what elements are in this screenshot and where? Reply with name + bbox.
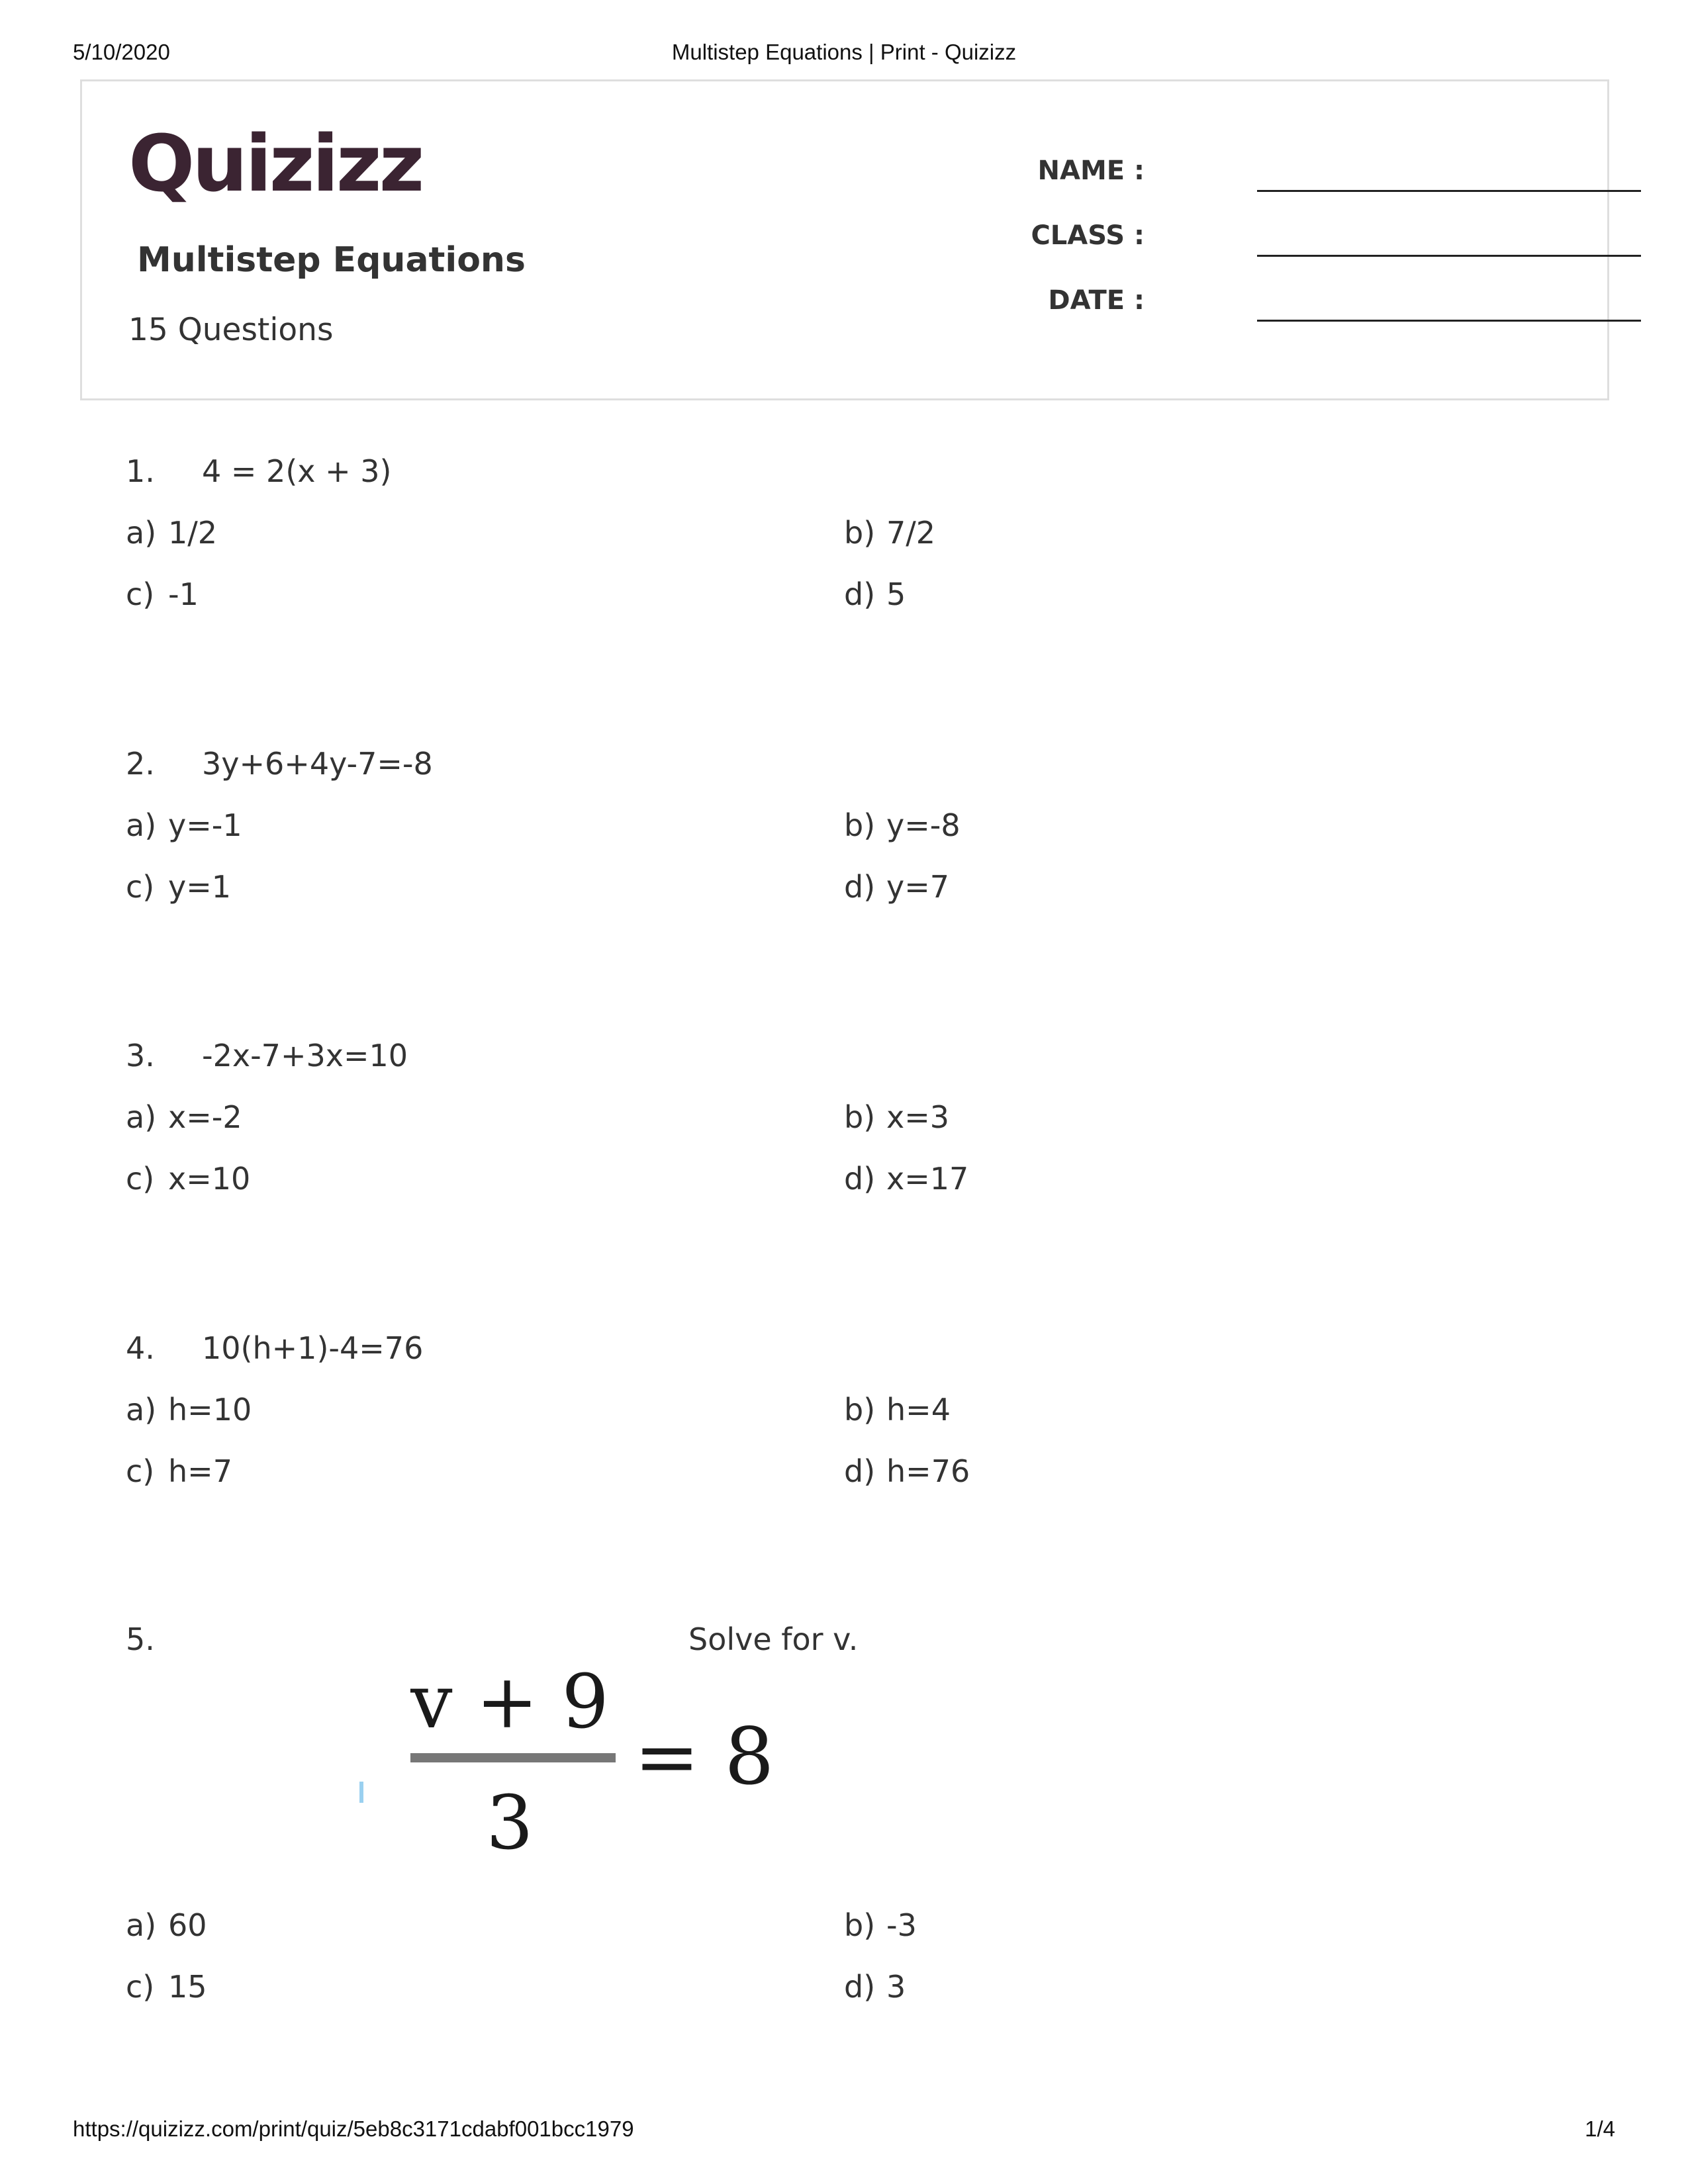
option-a [126, 807, 242, 843]
question-number: 3. [126, 1038, 155, 1073]
name-field[interactable] [1009, 156, 1538, 195]
fraction-bar [410, 1753, 616, 1762]
equation-denominator: 3 [486, 1780, 534, 1856]
option-letter: d) [844, 1969, 876, 2005]
question-2 [126, 746, 1595, 918]
date-label: DATE : [1048, 285, 1145, 316]
option-c [126, 1453, 232, 1489]
option-text: x=3 [886, 1099, 950, 1135]
option-d [844, 1453, 970, 1489]
question-3 [126, 1038, 1595, 1210]
logo-wordmark: Quizizz [128, 124, 422, 209]
option-letter: a) [126, 807, 157, 843]
option-text: 7/2 [886, 515, 936, 551]
option-text: y=1 [168, 869, 232, 905]
question-count: 15 Questions [128, 312, 334, 348]
print-url[interactable]: https://quizizz.com/print/quiz/5eb8c3171cdabf001bcc1979 [73, 2116, 634, 2141]
option-letter: c) [126, 1453, 155, 1489]
option-b [844, 1392, 951, 1428]
option-letter: d) [844, 1453, 876, 1489]
option-d [844, 1161, 968, 1197]
question-text: 3y+6+4y-7=-8 [202, 746, 433, 782]
option-letter: c) [126, 1161, 155, 1197]
question-4 [126, 1330, 1595, 1502]
option-letter: b) [844, 1392, 876, 1428]
name-line[interactable] [1257, 190, 1641, 192]
option-text: x=10 [168, 1161, 251, 1197]
option-letter: a) [126, 1907, 157, 1943]
option-c [126, 1969, 207, 2005]
print-date: 5/10/2020 [73, 40, 170, 64]
question-number: 2. [126, 746, 155, 782]
option-letter: d) [844, 1161, 876, 1197]
class-field[interactable] [1009, 220, 1538, 260]
option-text: 15 [168, 1969, 207, 2005]
option-letter: a) [126, 1392, 157, 1428]
question-text: 10(h+1)-4=76 [202, 1330, 424, 1366]
option-text: 3 [886, 1969, 906, 2005]
equation-mark [359, 1782, 363, 1803]
option-d [844, 576, 906, 612]
option-text: 60 [168, 1907, 207, 1943]
name-label: NAME : [1037, 156, 1145, 186]
class-line[interactable] [1257, 255, 1641, 257]
option-letter: b) [844, 1907, 876, 1943]
option-text: -1 [168, 576, 199, 612]
print-title: Multistep Equations | Print - Quizizz [671, 40, 1017, 64]
option-a [126, 1907, 207, 1943]
option-text: x=17 [886, 1161, 969, 1197]
option-text: 1/2 [168, 515, 218, 551]
option-letter: d) [844, 869, 876, 905]
question-number: 5. [126, 1621, 155, 1657]
option-letter: b) [844, 1099, 876, 1135]
option-b [844, 807, 961, 843]
option-d [844, 869, 949, 905]
option-a [126, 1099, 242, 1135]
option-letter: b) [844, 807, 876, 843]
quiz-header-box [80, 79, 1609, 400]
question-text: Solve for v. [688, 1621, 859, 1657]
option-text: y=-8 [886, 807, 961, 843]
option-letter: b) [844, 515, 876, 551]
option-text: h=76 [886, 1453, 970, 1489]
option-text: x=-2 [168, 1099, 242, 1135]
page-number: 1/4 [1585, 2116, 1615, 2141]
option-b [844, 515, 935, 551]
option-letter: c) [126, 576, 155, 612]
question-1 [126, 453, 1595, 625]
quizizz-logo [128, 124, 423, 210]
equation-numerator: v + 9 [410, 1659, 609, 1745]
option-b [844, 1099, 949, 1135]
quiz-title: Multistep Equations [137, 240, 526, 280]
date-line[interactable] [1257, 320, 1641, 322]
question-text: 4 = 2(x + 3) [202, 453, 392, 489]
option-letter: c) [126, 1969, 155, 2005]
option-d [844, 1969, 906, 2005]
option-b [844, 1907, 917, 1943]
equation-rhs: = 8 [634, 1711, 774, 1802]
question-text: -2x-7+3x=10 [202, 1038, 408, 1073]
option-letter: a) [126, 1099, 157, 1135]
equation-image [344, 1658, 781, 1856]
question-number: 1. [126, 453, 155, 489]
option-text: h=10 [168, 1392, 252, 1428]
option-text: h=4 [886, 1392, 951, 1428]
option-c [126, 1161, 250, 1197]
print-footer [73, 2116, 1615, 2143]
option-text: -3 [886, 1907, 917, 1943]
option-a [126, 515, 217, 551]
option-c [126, 576, 199, 612]
option-letter: d) [844, 576, 876, 612]
option-c [126, 869, 231, 905]
option-letter: a) [126, 515, 157, 551]
question-5 [126, 1621, 1595, 2019]
question-number: 4. [126, 1330, 155, 1366]
option-a [126, 1392, 252, 1428]
print-header [73, 40, 1615, 66]
option-text: 5 [886, 576, 906, 612]
class-label: CLASS : [1031, 220, 1145, 251]
option-letter: c) [126, 869, 155, 905]
option-text: y=-1 [168, 807, 242, 843]
option-text: y=7 [886, 869, 950, 905]
option-text: h=7 [168, 1453, 232, 1489]
date-field[interactable] [1009, 285, 1538, 325]
